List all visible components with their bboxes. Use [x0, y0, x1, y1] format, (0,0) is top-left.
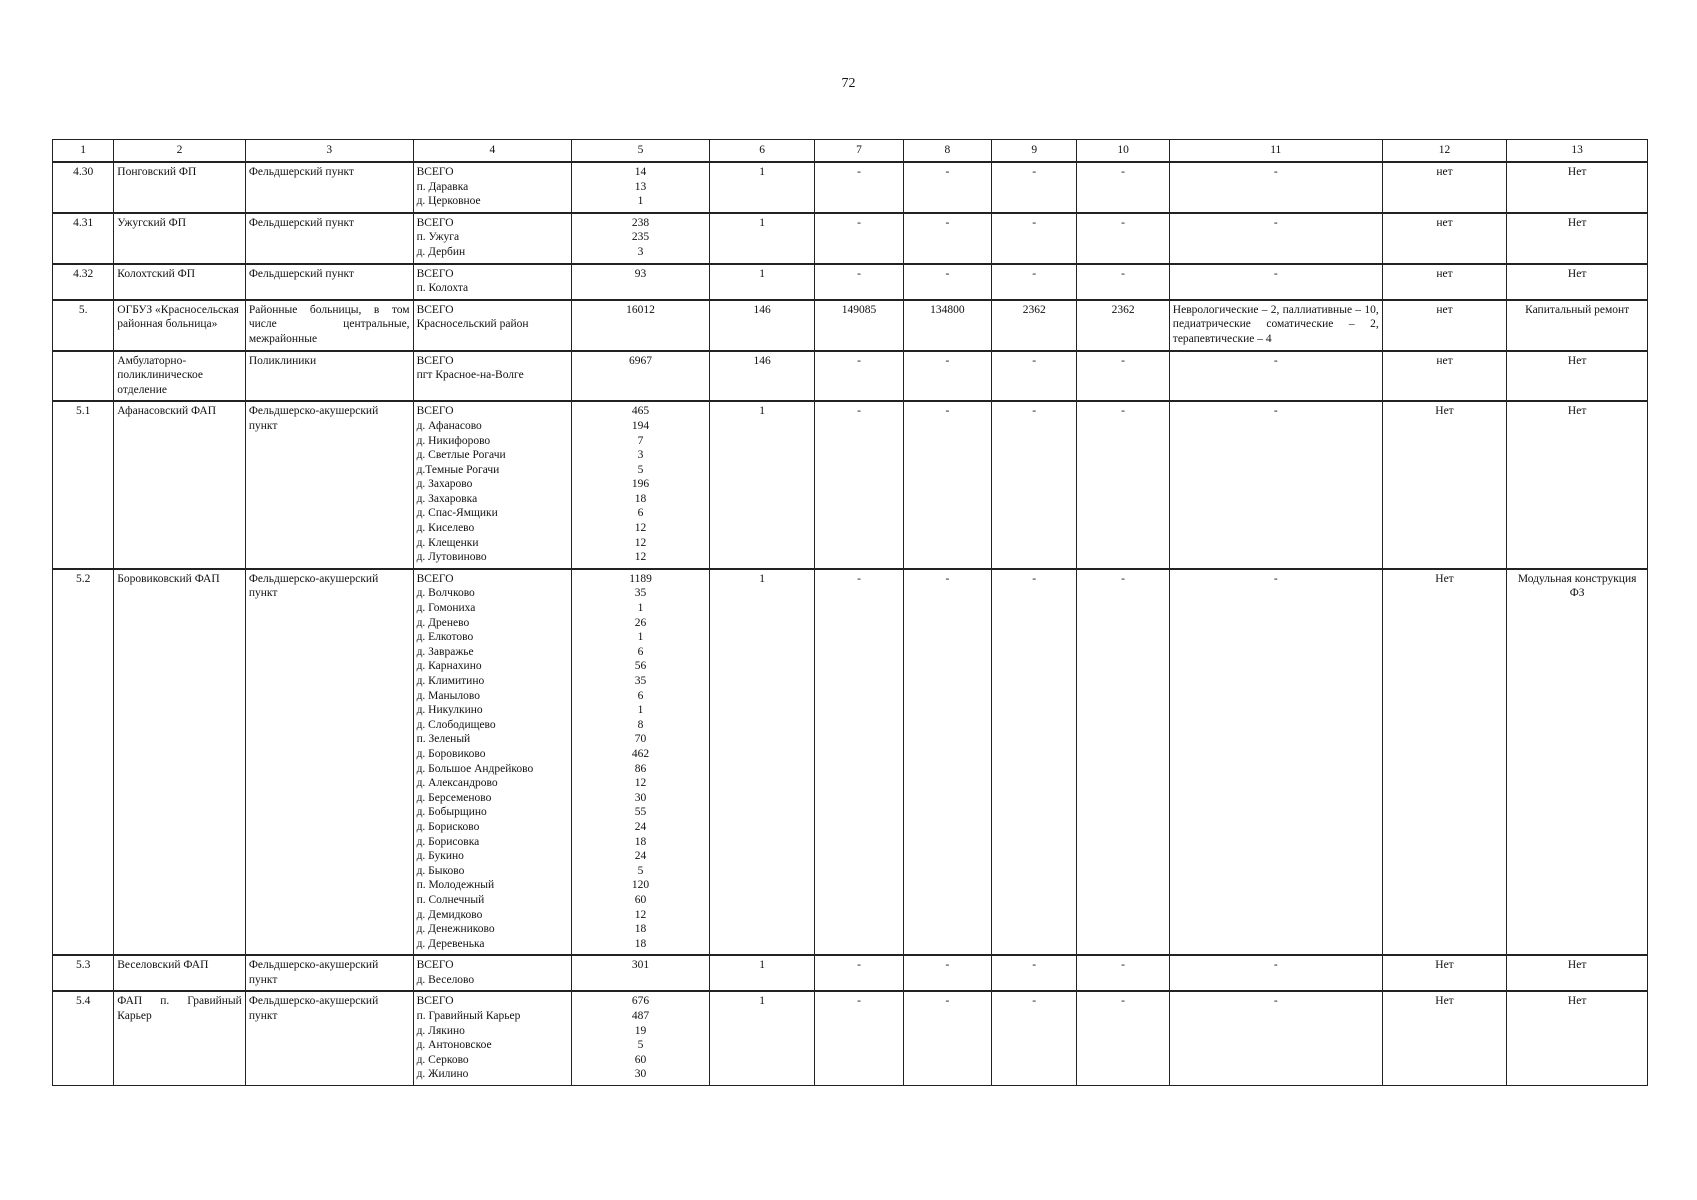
row-number-cell: 4.30: [53, 162, 114, 213]
col10-cell: 2362: [1077, 300, 1169, 351]
col9-cell: -: [992, 351, 1077, 402]
settlements-cell-line: д. Веселово: [416, 973, 475, 986]
col12-cell: Нет: [1382, 955, 1507, 991]
settlements-cell-line: д. Клещенки: [416, 536, 479, 549]
settlements-cell-line: д. Волчково: [416, 587, 475, 600]
population-cell-line: 18: [634, 835, 647, 848]
settlements-cell-line: ВСЕГО: [416, 267, 454, 280]
population-cell-line: 6: [637, 645, 644, 658]
table-row: [53, 264, 1648, 300]
col11-cell: -: [1169, 991, 1382, 1085]
column-header: 3: [245, 140, 413, 163]
population-cell-line: 1: [637, 704, 644, 717]
population-cell-line: 5: [637, 864, 644, 877]
row-number-cell: 5.2: [53, 569, 114, 955]
settlements-cell-line: д. Жилино: [416, 1068, 469, 1081]
row-number-cell: 5.: [53, 300, 114, 351]
population-cell-line: 26: [634, 616, 647, 629]
settlements-cell-line: д. Захарово: [416, 478, 473, 491]
col12-cell: нет: [1382, 162, 1507, 213]
settlements-cell: [413, 300, 572, 351]
settlements-cell-line: ВСЕГО: [416, 166, 454, 178]
col7-cell: 149085: [815, 300, 903, 351]
col10-cell: -: [1077, 162, 1169, 213]
col8-cell: -: [903, 401, 991, 569]
facility-name-cell: Ужугский ФП: [114, 213, 246, 264]
population-cell-line: 60: [634, 1053, 647, 1066]
col7-cell: -: [815, 213, 903, 264]
col12-cell: нет: [1382, 264, 1507, 300]
settlements-cell-line: п. Колохта: [416, 282, 469, 295]
table-row: [53, 401, 1648, 569]
facility-type-cell: Фельдшерский пункт: [245, 264, 413, 300]
table-row: [53, 569, 1648, 955]
row-number-cell: 4.31: [53, 213, 114, 264]
population-cell-line: 12: [634, 777, 647, 790]
column-number-row: [53, 140, 1648, 163]
settlements-cell-line: ВСЕГО: [416, 995, 454, 1008]
table-body: [53, 162, 1648, 1086]
col8-cell: 134800: [903, 300, 991, 351]
col13-cell: Нет: [1507, 955, 1648, 991]
col8-cell: -: [903, 264, 991, 300]
settlements-cell-line: ВСЕГО: [416, 216, 454, 229]
col7-cell: -: [815, 162, 903, 213]
settlements-cell-line: д. Берсеменово: [416, 791, 492, 804]
col13-cell: Нет: [1507, 401, 1648, 569]
facility-type-cell: Районные больницы, в том числе центральные, межрайонные: [245, 300, 413, 351]
population-cell-line: 1: [637, 631, 644, 644]
settlements-cell-line: д. Киселево: [416, 522, 475, 535]
settlements-cell: [413, 162, 572, 213]
population-cell: [572, 300, 710, 351]
population-cell-line: 16012: [626, 303, 655, 316]
settlements-cell-line: д. Деревенька: [416, 937, 485, 950]
population-cell: [572, 351, 710, 402]
population-cell-line: 120: [631, 879, 650, 892]
col11-cell: Неврологические – 2, паллиативные – 10, педиатрические соматические – 2, терапевтические – 4: [1169, 300, 1382, 351]
settlements-cell-line: п. Молодежный: [416, 879, 495, 892]
col6-cell: 1: [709, 569, 814, 955]
settlements-cell-line: д. Карнахино: [416, 660, 482, 673]
settlements-cell-line: д. Александрово: [416, 777, 498, 790]
population-cell-line: 14: [634, 166, 647, 178]
col9-cell: -: [992, 955, 1077, 991]
population-cell-line: 13: [634, 180, 647, 193]
population-cell: [572, 213, 710, 264]
population-cell-line: 465: [631, 405, 650, 418]
col6-cell: 1: [709, 955, 814, 991]
settlements-cell-line: ВСЕГО: [416, 354, 454, 367]
col11-cell: -: [1169, 162, 1382, 213]
settlements-cell-line: д. Никулкино: [416, 704, 483, 717]
settlements-cell: [413, 991, 572, 1085]
col11-cell: -: [1169, 351, 1382, 402]
settlements-cell: [413, 569, 572, 955]
col9-cell: -: [992, 162, 1077, 213]
facility-type-cell: Фельдшерский пункт: [245, 162, 413, 213]
col12-cell: нет: [1382, 213, 1507, 264]
population-cell-line: 3: [637, 449, 644, 462]
settlements-cell-line: д. Дербин: [416, 245, 466, 258]
population-cell-line: 194: [631, 419, 650, 432]
data-table: [52, 139, 1648, 1086]
settlements-cell-line: п. Зеленый: [416, 733, 471, 746]
row-number-cell: [53, 351, 114, 402]
col13-cell: Нет: [1507, 351, 1648, 402]
population-cell-line: 30: [634, 1068, 647, 1081]
table-row: [53, 991, 1648, 1085]
facility-name-cell: Боровиковский ФАП: [114, 569, 246, 955]
settlements-cell-line: д. Захаровка: [416, 492, 478, 505]
population-cell-line: 676: [631, 995, 650, 1008]
row-number-cell: 5.3: [53, 955, 114, 991]
settlements-cell: [413, 351, 572, 402]
col12-cell: Нет: [1382, 401, 1507, 569]
facility-type-cell: Фельдшерско-акушерский пункт: [245, 569, 413, 955]
col10-cell: -: [1077, 401, 1169, 569]
col13-cell: Нет: [1507, 213, 1648, 264]
population-cell: [572, 991, 710, 1085]
settlements-cell-line: п. Гравийный Карьер: [416, 1010, 521, 1023]
column-header: 5: [572, 140, 710, 163]
column-header: 11: [1169, 140, 1382, 163]
settlements-cell: [413, 264, 572, 300]
col12-cell: нет: [1382, 300, 1507, 351]
col13-cell: Модульная конструкция ФЗ: [1507, 569, 1648, 955]
settlements-cell-line: д. Серково: [416, 1053, 469, 1066]
settlements-cell-line: ВСЕГО: [416, 959, 454, 972]
settlements-cell-line: д. Церковное: [416, 195, 481, 208]
col8-cell: -: [903, 955, 991, 991]
settlements-cell-line: д.Темные Рогачи: [416, 463, 500, 476]
col9-cell: -: [992, 569, 1077, 955]
col8-cell: -: [903, 991, 991, 1085]
population-cell-line: 7: [637, 434, 644, 447]
col11-cell: -: [1169, 401, 1382, 569]
col7-cell: -: [815, 351, 903, 402]
settlements-cell-line: д. Антоновское: [416, 1039, 492, 1052]
population-cell: [572, 162, 710, 213]
population-cell-line: 8: [637, 718, 644, 731]
col10-cell: -: [1077, 955, 1169, 991]
column-header: 8: [903, 140, 991, 163]
column-header: 9: [992, 140, 1077, 163]
facility-type-cell: Поликлиники: [245, 351, 413, 402]
settlements-cell-line: д. Елкотово: [416, 631, 474, 644]
col6-cell: 146: [709, 351, 814, 402]
facility-name-cell: Веселовский ФАП: [114, 955, 246, 991]
settlements-cell: [413, 955, 572, 991]
settlements-cell-line: д. Манылово: [416, 689, 480, 702]
col8-cell: -: [903, 162, 991, 213]
facility-name-cell: ОГБУЗ «Красносельская районная больница»: [114, 300, 246, 351]
settlements-cell-line: д. Климитино: [416, 675, 485, 687]
population-cell-line: 1189: [629, 572, 652, 585]
facility-type-cell: Фельдшерско-акушерский пункт: [245, 401, 413, 569]
population-cell-line: 1: [637, 602, 644, 615]
population-cell-line: 6967: [629, 354, 653, 367]
col12-cell: Нет: [1382, 991, 1507, 1085]
col11-cell: -: [1169, 955, 1382, 991]
settlements-cell-line: д. Большое Андрейково: [416, 762, 534, 775]
table-row: [53, 955, 1648, 991]
population-cell-line: 35: [634, 587, 647, 600]
col6-cell: 1: [709, 162, 814, 213]
col13-cell: Нет: [1507, 991, 1648, 1085]
population-cell-line: 235: [631, 231, 650, 244]
population-cell: [572, 569, 710, 955]
facility-name-cell: Амбулаторно-поликлиническое отделение: [114, 351, 246, 402]
row-number-cell: 5.4: [53, 991, 114, 1085]
facility-type-cell: Фельдшерско-акушерский пункт: [245, 955, 413, 991]
population-cell-line: 462: [631, 747, 650, 760]
settlements-cell-line: д. Борисовка: [416, 835, 480, 848]
table-row: [53, 162, 1648, 213]
settlements-cell: [413, 213, 572, 264]
population-cell-line: 487: [631, 1010, 650, 1023]
settlements-cell-line: пгт Красное-на-Волге: [416, 369, 524, 382]
col13-cell: Нет: [1507, 264, 1648, 300]
col10-cell: -: [1077, 213, 1169, 264]
population-cell-line: 60: [634, 893, 647, 906]
population-cell-line: 12: [634, 908, 647, 921]
population-cell-line: 35: [634, 675, 647, 687]
settlements-cell-line: п. Солнечный: [416, 893, 485, 906]
settlements-cell-line: ВСЕГО: [416, 572, 454, 585]
row-number-cell: 5.1: [53, 401, 114, 569]
column-header: 7: [815, 140, 903, 163]
facility-type-cell: Фельдшерско-акушерский пункт: [245, 991, 413, 1085]
population-cell-line: 5: [637, 1039, 644, 1052]
population-cell-line: 3: [637, 245, 644, 258]
facility-name-cell: ФАП п. Гравийный Карьер: [114, 991, 246, 1085]
population-cell-line: 6: [637, 507, 644, 520]
col7-cell: -: [815, 991, 903, 1085]
settlements-cell-line: п. Ужуга: [416, 231, 460, 244]
settlements-cell-line: д. Лякино: [416, 1024, 465, 1037]
col6-cell: 1: [709, 991, 814, 1085]
settlements-cell-line: д. Демидково: [416, 908, 483, 921]
settlements-cell-line: д. Боровиково: [416, 747, 486, 760]
col6-cell: 1: [709, 264, 814, 300]
column-header: 10: [1077, 140, 1169, 163]
settlements-cell-line: д. Слободищево: [416, 718, 496, 731]
facility-name-cell: Афанасовский ФАП: [114, 401, 246, 569]
population-cell-line: 12: [634, 551, 647, 564]
settlements-cell-line: д. Дренево: [416, 616, 470, 629]
settlements-cell-line: д. Бобырщино: [416, 806, 487, 819]
settlements-cell-line: п. Даравка: [416, 180, 469, 193]
settlements-cell-line: д. Никифорово: [416, 434, 491, 447]
settlements-cell-line: д. Гомониха: [416, 602, 476, 615]
col8-cell: -: [903, 351, 991, 402]
col9-cell: -: [992, 991, 1077, 1085]
table-row: [53, 213, 1648, 264]
population-cell-line: 30: [634, 791, 647, 804]
population-cell-line: 18: [634, 923, 647, 936]
population-cell-line: 24: [634, 820, 647, 833]
population-cell-line: 6: [637, 689, 644, 702]
population-cell-line: 12: [634, 536, 647, 549]
settlements-cell-line: д. Быково: [416, 864, 465, 877]
population-cell-line: 18: [634, 492, 647, 505]
facility-type-cell: Фельдшерский пункт: [245, 213, 413, 264]
col7-cell: -: [815, 569, 903, 955]
population-cell-line: 238: [631, 216, 650, 229]
table-row: [53, 351, 1648, 402]
settlements-cell-line: д. Афанасово: [416, 419, 482, 432]
page-number: 72: [841, 76, 856, 91]
col9-cell: 2362: [992, 300, 1077, 351]
population-cell-line: 70: [634, 733, 647, 746]
column-header: 1: [53, 140, 114, 163]
population-cell-line: 196: [631, 478, 650, 491]
col8-cell: -: [903, 213, 991, 264]
column-header: 2: [114, 140, 246, 163]
col10-cell: -: [1077, 264, 1169, 300]
settlements-cell-line: ВСЕГО: [416, 405, 454, 418]
population-cell-line: 93: [634, 267, 647, 280]
settlements-cell: [413, 401, 572, 569]
column-header: 6: [709, 140, 814, 163]
settlements-cell-line: Красносельский район: [416, 318, 529, 331]
population-cell: [572, 401, 710, 569]
col11-cell: -: [1169, 264, 1382, 300]
row-number-cell: 4.32: [53, 264, 114, 300]
col7-cell: -: [815, 401, 903, 569]
settlements-cell-line: д. Букино: [416, 850, 464, 863]
table-row: [53, 300, 1648, 351]
population-cell-line: 24: [634, 850, 647, 863]
col12-cell: Нет: [1382, 569, 1507, 955]
col10-cell: -: [1077, 991, 1169, 1085]
col7-cell: -: [815, 955, 903, 991]
population-cell-line: 18: [634, 937, 647, 950]
col13-cell: Капитальный ремонт: [1507, 300, 1648, 351]
col8-cell: -: [903, 569, 991, 955]
population-cell-line: 56: [634, 660, 647, 673]
population-cell-line: 12: [634, 522, 647, 535]
col11-cell: -: [1169, 569, 1382, 955]
col6-cell: 146: [709, 300, 814, 351]
population-cell: [572, 264, 710, 300]
population-cell: [572, 955, 710, 991]
col12-cell: нет: [1382, 351, 1507, 402]
settlements-cell-line: д. Светлые Рогачи: [416, 449, 506, 462]
population-cell-line: 301: [631, 959, 650, 972]
col9-cell: -: [992, 213, 1077, 264]
col13-cell: Нет: [1507, 162, 1648, 213]
population-cell-line: 55: [634, 806, 647, 819]
column-header: 13: [1507, 140, 1648, 163]
population-cell-line: 86: [634, 762, 647, 775]
col11-cell: -: [1169, 213, 1382, 264]
population-cell-line: 19: [634, 1024, 647, 1037]
settlements-cell-line: д. Лутовиново: [416, 551, 487, 564]
col6-cell: 1: [709, 401, 814, 569]
settlements-cell-line: ВСЕГО: [416, 303, 454, 316]
settlements-cell-line: д. Борисково: [416, 820, 480, 833]
column-header: 12: [1382, 140, 1507, 163]
population-cell-line: 1: [637, 195, 644, 208]
population-cell-line: 5: [637, 463, 644, 476]
settlements-cell-line: д. Денежниково: [416, 923, 495, 936]
col7-cell: -: [815, 264, 903, 300]
settlements-cell-line: д. Завражье: [416, 645, 474, 658]
settlements-cell-line: д. Спас-Ямщики: [416, 507, 498, 520]
col10-cell: -: [1077, 569, 1169, 955]
col9-cell: -: [992, 401, 1077, 569]
col10-cell: -: [1077, 351, 1169, 402]
column-header: 4: [413, 140, 572, 163]
facility-name-cell: Понговский ФП: [114, 162, 246, 213]
col6-cell: 1: [709, 213, 814, 264]
col9-cell: -: [992, 264, 1077, 300]
facility-name-cell: Колохтский ФП: [114, 264, 246, 300]
